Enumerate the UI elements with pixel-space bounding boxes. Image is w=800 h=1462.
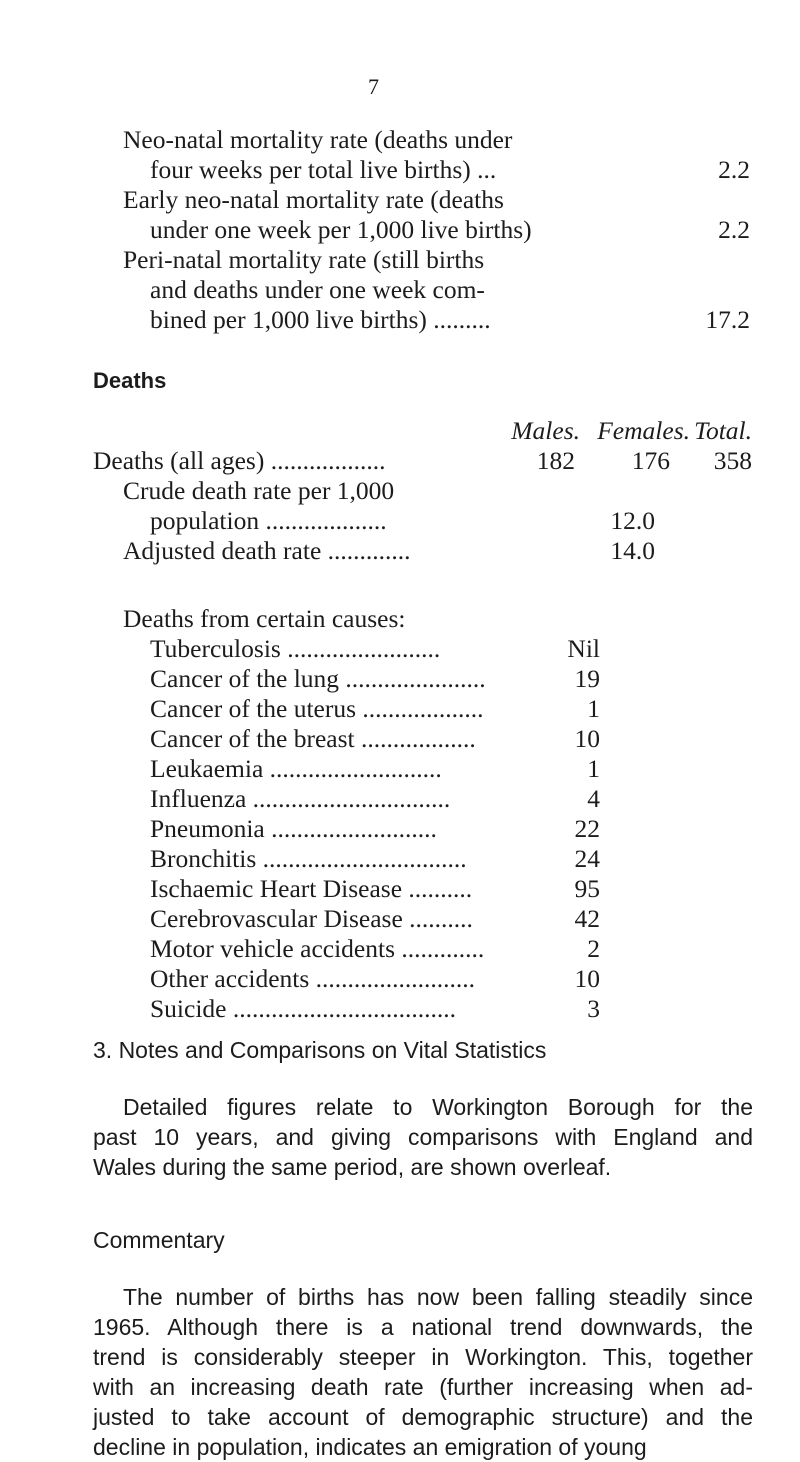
paragraph-line: decline in population, indicates an emigration of young xyxy=(93,1434,647,1460)
cause-value: 10 xyxy=(574,964,600,993)
perinatal-line-3: bined per 1,000 live births) ......... xyxy=(150,305,491,334)
adjusted-label: Adjusted death rate ............. xyxy=(123,536,411,565)
section-3-paragraph xyxy=(93,1092,753,1182)
cause-value: 1 xyxy=(587,694,600,723)
cause-label: Influenza ............................... xyxy=(150,784,451,813)
cause-label: Bronchitis ................................ xyxy=(150,844,467,873)
adjusted-value: 14.0 xyxy=(610,536,655,565)
all-ages-total: 358 xyxy=(713,446,752,475)
cause-value: 42 xyxy=(574,904,600,933)
neonatal-value: 2.2 xyxy=(718,155,750,184)
page-number: 7 xyxy=(368,74,379,99)
cause-label: Cancer of the lung ...................... xyxy=(150,664,486,693)
cause-label: Pneumonia .......................... xyxy=(150,814,437,843)
cause-label: Suicide ................................... xyxy=(150,994,456,1023)
cause-value: 22 xyxy=(574,814,600,843)
cause-label: Cerebrovascular Disease .......... xyxy=(150,904,473,933)
crude-value: 12.0 xyxy=(610,506,655,535)
section-3-title: 3. Notes and Comparisons on Vital Statistics xyxy=(93,1037,547,1063)
early-neonatal-value: 2.2 xyxy=(718,215,750,244)
paragraph-line: past 10 years, and giving comparisons with England and xyxy=(93,1124,753,1150)
cause-value: 2 xyxy=(587,934,600,963)
paragraph-line: trend is considerably steeper in Workington. This, together xyxy=(93,1344,753,1370)
header-males: Males. xyxy=(511,416,580,445)
cause-value: 4 xyxy=(587,784,600,813)
crude-label-2: population ................... xyxy=(150,506,387,535)
neonatal-line-1: Neo-natal mortality rate (deaths under xyxy=(123,125,513,154)
cause-value: 10 xyxy=(574,724,600,753)
cause-value: 3 xyxy=(587,994,600,1023)
all-ages-males: 182 xyxy=(536,446,575,475)
perinatal-value: 17.2 xyxy=(705,305,750,334)
cause-label: Cancer of the breast .................. xyxy=(150,724,476,753)
early-neonatal-line-2: under one week per 1,000 live births) xyxy=(150,215,532,244)
cause-value: 24 xyxy=(574,844,600,873)
cause-label: Ischaemic Heart Disease .......... xyxy=(150,874,473,903)
commentary-paragraph xyxy=(93,1282,753,1462)
all-ages-females: 176 xyxy=(631,446,670,475)
cause-label: Leukaemia ........................... xyxy=(150,754,442,783)
paragraph-line: Detailed figures relate to Workington Borough for the xyxy=(123,1094,753,1120)
perinatal-line-1: Peri-natal mortality rate (still births xyxy=(123,245,485,274)
crude-label-1: Crude death rate per 1,000 xyxy=(123,476,395,505)
header-females: Females. xyxy=(597,416,690,445)
cause-value: 19 xyxy=(574,664,600,693)
early-neonatal-line-1: Early neo-natal mortality rate (deaths xyxy=(123,185,504,214)
cause-label: Cancer of the uterus ................... xyxy=(150,694,484,723)
paragraph-line: justed to take account of demographic structure) and the xyxy=(93,1404,753,1430)
all-ages-label: Deaths (all ages) .................. xyxy=(93,446,386,475)
paragraph-line: 1965. Although there is a national trend downwards, the xyxy=(93,1314,753,1340)
cause-value: 95 xyxy=(574,874,600,903)
paragraph-line: The number of births has now been falling steadily since xyxy=(123,1284,753,1310)
causes-heading: Deaths from certain causes: xyxy=(123,604,406,633)
neonatal-line-2: four weeks per total live births) ... xyxy=(150,155,497,184)
header-total: Total. xyxy=(694,416,752,445)
cause-value: 1 xyxy=(587,754,600,783)
cause-label: Tuberculosis ........................ xyxy=(150,634,441,663)
cause-value: Nil xyxy=(567,634,600,663)
cause-label: Motor vehicle accidents ............. xyxy=(150,934,485,963)
commentary-heading: Commentary xyxy=(93,1227,225,1253)
paragraph-line: with an increasing death rate (further increasing when ad- xyxy=(93,1374,753,1400)
perinatal-line-2: and deaths under one week com- xyxy=(150,275,485,304)
paragraph-line: Wales during the same period, are shown overleaf. xyxy=(93,1154,612,1180)
cause-label: Other accidents ......................... xyxy=(150,964,476,993)
deaths-heading: Deaths xyxy=(93,368,167,393)
